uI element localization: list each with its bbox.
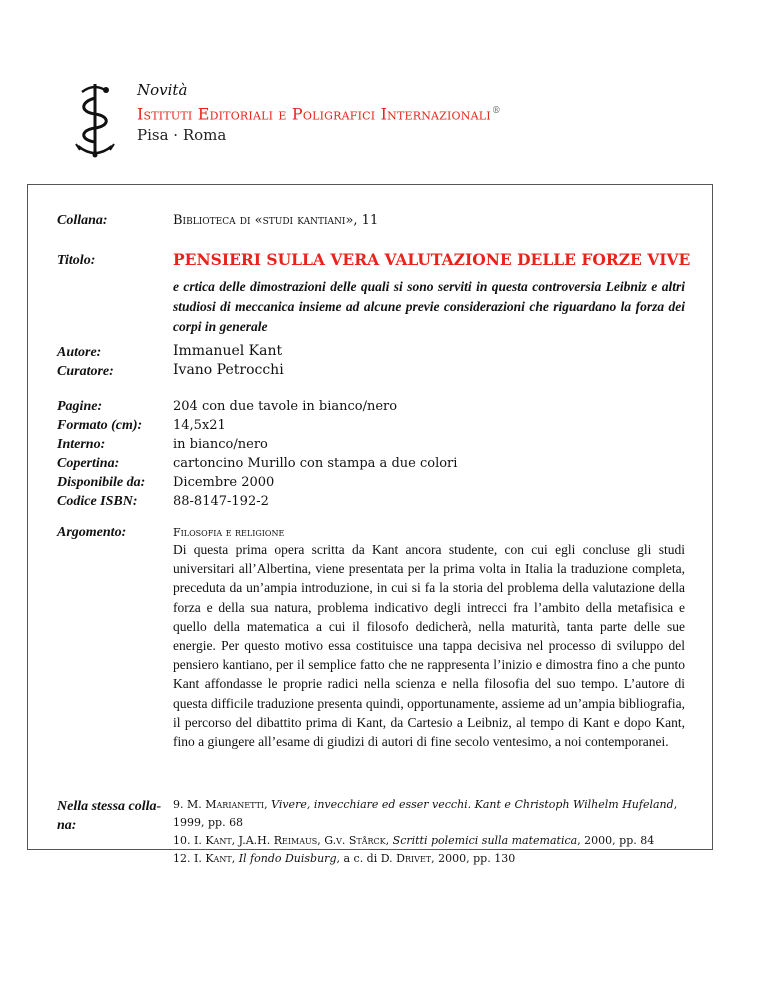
disponibile-value: Dicembre 2000	[173, 475, 275, 490]
pagine-label: Pagine:	[57, 399, 103, 414]
book-title: PENSIERI SULLA VERA VALUTAZIONE DELLE FORZE VIVE	[173, 250, 691, 269]
curatore-label: Curatore:	[57, 364, 114, 379]
publisher-city: Pisa · Roma	[137, 126, 227, 145]
publisher-name: Istituti Editoriali e Poligrafici Internazionali®	[137, 104, 501, 124]
argomento-label: Argomento:	[57, 525, 127, 540]
argomento-category: Filosofia e religione	[173, 526, 285, 539]
list-item: 12. I. Kant, Il fondo Duisburg, a c. di D. Drivet, 2000, pp. 130	[173, 852, 516, 865]
pagine-value: 204 con due tavole in bianco/nero	[173, 399, 398, 414]
curatore-value: Ivano Petrocchi	[173, 362, 284, 378]
publisher-logo-icon	[70, 80, 120, 160]
collana-value: Biblioteca di «studi kantiani», 11	[173, 213, 379, 228]
novita-label: Novità	[137, 81, 188, 99]
collana-label: Collana:	[57, 213, 108, 228]
same-series-list	[173, 796, 685, 868]
list-item: 1999, pp. 68	[173, 816, 244, 829]
interno-label: Interno:	[57, 437, 106, 452]
formato-value: 14,5x21	[173, 418, 226, 433]
argomento-description: Di questa prima opera scritta da Kant ancora studente, con cui egli concluse gli studi universitari all’Albertina, viene presentata per la prima volta in Italia la traduzione completa, preceduta da un’ampia introduzione, in cui si fa la storia del problema della valutazione della forza e della sua natura, problema indicativo degli intrecci fra l’ambito della metafisica e quello della matematica a cui il filosofo dedicherà, nella maturità, tanta parte delle sue energie. Per questo motivo essa costituisce una tappa decisiva nel processo di sviluppo del pensiero kantiano, per il semplice fatto che ne rappresenta l’inizio e dimostra fino a che punto Kant affondasse le proprie radici nella scienza e nella filosofia del suo tempo. L’autore di questa difficile traduzione presenta quindi, opportunamente, assieme ad un’ampia bibliografia, il percorso del dibattito prima di Kant, da Cartesio a Leibniz, al tempo di Kant e dopo Kant, fino a giungere all’esame di giudizi di autori di fine secolo ventesimo, a noi contemporanei.	[173, 542, 685, 750]
disponibile-label: Disponibile da:	[57, 475, 146, 490]
isbn-value: 88-8147-192-2	[173, 494, 269, 509]
titolo-label: Titolo:	[57, 253, 96, 268]
copertina-label: Copertina:	[57, 456, 120, 471]
formato-label: Formato (cm):	[57, 418, 143, 433]
copertina-value: cartoncino Murillo con stampa a due colori	[173, 456, 458, 471]
book-info-box	[27, 184, 713, 865]
autore-label: Autore:	[57, 345, 102, 360]
autore-value: Immanuel Kant	[173, 343, 283, 359]
interno-value: in bianco/nero	[173, 437, 268, 452]
publisher-header	[70, 80, 710, 160]
stessa-collana-label: Nella stessa colla- na:	[57, 799, 162, 833]
isbn-label: Codice ISBN:	[57, 494, 138, 509]
book-subtitle: e crtica delle dimostrazioni delle quali si sono serviti in questa controversia Leibniz e altri studiosi di meccanica insieme ad alcune previe considerazioni che riguardano la forza dei corpi in generale	[173, 279, 685, 334]
list-item: 10. I. Kant, J.A.H. Reimaus, G.v. Stårck, Scritti polemici sulla matematica, 2000, pp. 84	[173, 834, 655, 847]
list-item: 9. M. Marianetti, Vivere, invecchiare ed esser vecchi. Kant e Christoph Wilhelm Hufeland,	[173, 798, 678, 811]
